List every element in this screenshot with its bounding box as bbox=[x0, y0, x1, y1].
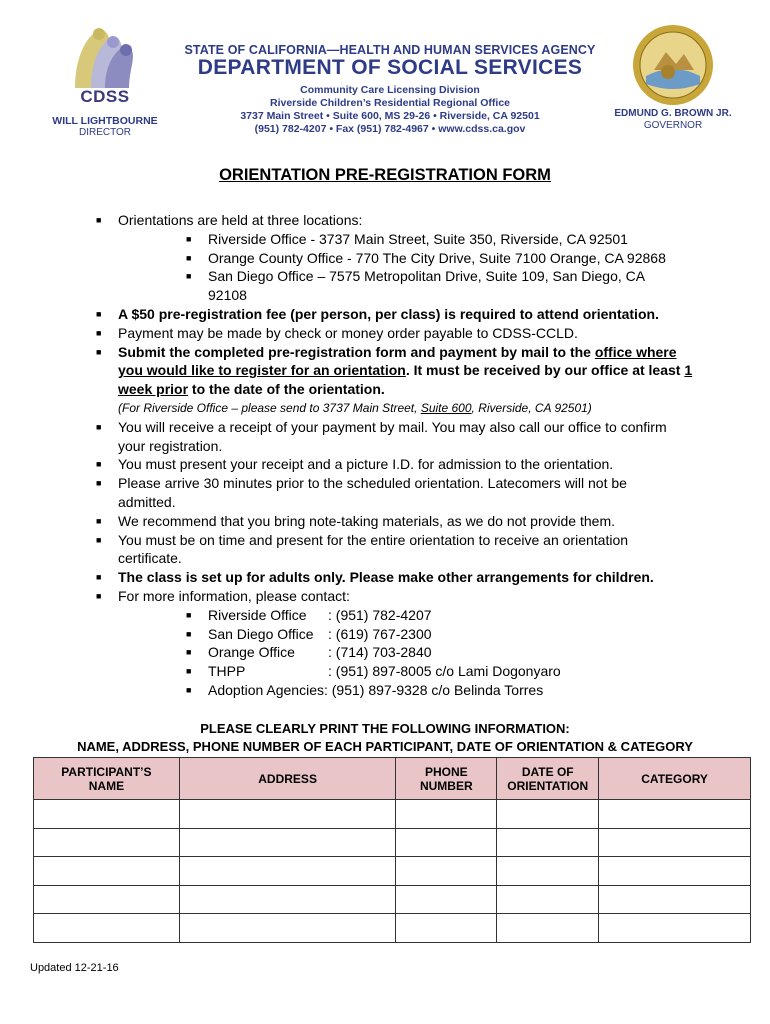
note-suite: Suite 600 bbox=[420, 400, 472, 415]
col-category bbox=[599, 758, 751, 800]
bullet-icon: ■ bbox=[186, 684, 192, 695]
letterhead bbox=[180, 43, 600, 136]
regional-office: Riverside Children’s Residential Regional Office bbox=[269, 97, 510, 109]
submit-underline: office where bbox=[594, 343, 677, 360]
bullet-icon: ■ bbox=[96, 346, 102, 357]
bullet-icon: ■ bbox=[96, 308, 102, 319]
phone-cell[interactable] bbox=[396, 885, 497, 914]
cdss-logo-block bbox=[48, 22, 162, 139]
on-time-text: certificate. bbox=[118, 550, 182, 567]
header-text: NUMBER bbox=[419, 778, 473, 793]
list-item bbox=[96, 455, 696, 474]
date-cell[interactable] bbox=[497, 914, 599, 943]
col-participant-name bbox=[34, 758, 180, 800]
bullet-icon: ■ bbox=[186, 666, 192, 677]
contact-item bbox=[96, 643, 696, 662]
date-cell[interactable] bbox=[497, 885, 599, 914]
name-cell[interactable] bbox=[34, 828, 180, 857]
fee-text: A $50 pre-registration fee (per person, per class) is required to attend orientation. bbox=[118, 305, 659, 322]
bullet-icon: ■ bbox=[186, 271, 192, 282]
participant-table bbox=[33, 757, 751, 943]
header-text: NAME bbox=[88, 778, 125, 793]
note-text: , Riverside, CA 92501) bbox=[471, 400, 592, 415]
submit-text: to the date of the orientation. bbox=[188, 381, 385, 398]
table-header-row bbox=[34, 758, 751, 800]
print-subheading: NAME, ADDRESS, PHONE NUMBER OF EACH PARTICIPANT, DATE OF ORIENTATION & CATEGORY bbox=[77, 739, 693, 754]
state-seal-icon bbox=[632, 24, 714, 106]
category-cell[interactable] bbox=[599, 828, 751, 857]
submit-deadline: 1 week prior bbox=[118, 362, 693, 398]
contact-label: Riverside Office bbox=[208, 606, 307, 623]
governor-name: EDMUND G. BROWN JR. bbox=[614, 108, 732, 119]
category-cell[interactable] bbox=[599, 885, 751, 914]
office-contact: (951) 782-4207 • Fax (951) 782-4967 • www.cdss.ca.gov bbox=[254, 123, 526, 135]
header-text: ORIENTATION bbox=[507, 778, 589, 793]
bullet-icon: ■ bbox=[96, 534, 102, 545]
submit-text: . It must be received by our office at least bbox=[405, 362, 681, 379]
phone-cell[interactable] bbox=[396, 828, 497, 857]
materials-text: We recommend that you bring note-taking materials, as we do not provide them. bbox=[118, 512, 615, 529]
header-text: ADDRESS bbox=[258, 771, 317, 786]
date-cell[interactable] bbox=[497, 800, 599, 829]
list-item bbox=[96, 531, 696, 569]
governor-title: GOVERNOR bbox=[643, 120, 703, 131]
receipt-text: your registration. bbox=[118, 437, 223, 454]
phone-cell[interactable] bbox=[396, 800, 497, 829]
director-name: WILL LIGHTBOURNE bbox=[52, 115, 158, 127]
header-text: PARTICIPANT’S bbox=[61, 764, 152, 779]
table-row bbox=[34, 885, 751, 914]
table-row bbox=[34, 800, 751, 829]
arrive-text: Please arrive 30 minutes prior to the scheduled orientation. Latecomers will not be bbox=[118, 475, 627, 492]
contact-item bbox=[96, 662, 696, 681]
bullet-icon: ■ bbox=[96, 421, 102, 432]
division-name: Community Care Licensing Division bbox=[300, 84, 480, 96]
on-time-text: You must be on time and present for the entire orientation to receive an orientation bbox=[118, 531, 629, 548]
name-cell[interactable] bbox=[34, 885, 180, 914]
category-cell[interactable] bbox=[599, 857, 751, 886]
name-cell[interactable] bbox=[34, 857, 180, 886]
contact-label: San Diego Office bbox=[208, 625, 314, 642]
col-date bbox=[497, 758, 599, 800]
bullet-icon: ■ bbox=[186, 252, 192, 263]
form-title: ORIENTATION PRE-REGISTRATION FORM bbox=[219, 166, 551, 184]
address-cell[interactable] bbox=[179, 857, 396, 886]
bullet-icon: ■ bbox=[96, 327, 102, 338]
location-item bbox=[96, 267, 696, 286]
bullet-icon: ■ bbox=[186, 609, 192, 620]
contact-item bbox=[96, 681, 696, 700]
list-item bbox=[96, 418, 696, 456]
header-text: PHONE bbox=[424, 764, 468, 779]
bullet-icon: ■ bbox=[186, 647, 192, 658]
riverside-note bbox=[96, 399, 696, 418]
list-item bbox=[96, 305, 696, 324]
bullet-icon: ■ bbox=[96, 459, 102, 470]
location-item bbox=[96, 249, 696, 268]
arrive-text: admitted. bbox=[118, 493, 176, 510]
contact-value: : (619) 767-2300 bbox=[328, 625, 432, 642]
print-heading: PLEASE CLEARLY PRINT THE FOLLOWING INFORMATION: bbox=[200, 721, 570, 736]
contact-value: : (714) 703-2840 bbox=[328, 644, 432, 661]
category-cell[interactable] bbox=[599, 914, 751, 943]
address-cell[interactable] bbox=[179, 914, 396, 943]
location-orange-county: Orange County Office - 770 The City Drive, Suite 7100 Orange, CA 92868 bbox=[208, 249, 666, 266]
contact-value: : (951) 782-4207 bbox=[328, 606, 432, 623]
table-row bbox=[34, 914, 751, 943]
header-text: CATEGORY bbox=[641, 771, 708, 786]
name-cell[interactable] bbox=[34, 914, 180, 943]
list-item bbox=[96, 343, 696, 399]
col-address bbox=[179, 758, 396, 800]
date-cell[interactable] bbox=[497, 828, 599, 857]
updated-date: Updated 12-21-16 bbox=[30, 962, 119, 974]
address-cell[interactable] bbox=[179, 800, 396, 829]
bullet-icon: ■ bbox=[186, 233, 192, 244]
phone-cell[interactable] bbox=[396, 857, 497, 886]
office-address: 3737 Main Street • Suite 600, MS 29-26 • Riverside, CA 92501 bbox=[240, 110, 540, 122]
payment-text: Payment may be made by check or money order payable to CDSS-CCLD. bbox=[118, 324, 578, 341]
agency-line: STATE OF CALIFORNIA—HEALTH AND HUMAN SERVICES AGENCY bbox=[184, 43, 596, 57]
location-riverside: Riverside Office - 3737 Main Street, Suite 350, Riverside, CA 92501 bbox=[208, 230, 628, 247]
table-row bbox=[34, 828, 751, 857]
bullet-icon: ■ bbox=[96, 215, 102, 225]
location-item-continued bbox=[96, 286, 696, 305]
list-item bbox=[96, 211, 696, 230]
name-cell[interactable] bbox=[34, 800, 180, 829]
table-row bbox=[34, 857, 751, 886]
list-item bbox=[96, 474, 696, 512]
locations-intro: Orientations are held at three locations: bbox=[118, 212, 363, 228]
list-item bbox=[96, 568, 696, 587]
location-san-diego-zip: 92108 bbox=[208, 287, 247, 304]
receipt-text: You will receive a receipt of your payment by mail. You may also call our office to confirm bbox=[118, 418, 667, 435]
list-item bbox=[96, 512, 696, 531]
cdss-logo-text: CDSS bbox=[80, 87, 130, 106]
list-item bbox=[96, 587, 696, 606]
note-text: (For Riverside Office – please send to 3737 Main Street, bbox=[118, 400, 421, 415]
bullet-icon: ■ bbox=[96, 590, 102, 601]
director-title: DIRECTOR bbox=[78, 127, 132, 138]
bullet-icon: ■ bbox=[186, 628, 192, 639]
present-id-text: You must present your receipt and a picture I.D. for admission to the orientation. bbox=[118, 456, 614, 473]
date-cell[interactable] bbox=[497, 857, 599, 886]
bullet-icon: ■ bbox=[96, 572, 102, 583]
header-text: DATE OF bbox=[521, 764, 574, 779]
list-item bbox=[96, 324, 696, 343]
contact-item bbox=[96, 625, 696, 644]
contact-value: : (951) 897-8005 c/o Lami Dogonyaro bbox=[328, 663, 561, 680]
location-item bbox=[96, 230, 696, 249]
state-seal-block bbox=[603, 24, 743, 132]
address-cell[interactable] bbox=[179, 828, 396, 857]
location-san-diego: San Diego Office – 7575 Metropolitan Drive, Suite 109, San Diego, CA bbox=[208, 268, 646, 285]
contact-value: (951) 897-9328 c/o Belinda Torres bbox=[327, 681, 544, 698]
category-cell[interactable] bbox=[599, 800, 751, 829]
contact-item bbox=[96, 606, 696, 625]
submit-underline: you would like to register for an orientation bbox=[118, 362, 406, 379]
more-info-text: For more information, please contact: bbox=[118, 587, 350, 604]
bullet-icon: ■ bbox=[96, 478, 102, 489]
contact-label: Adoption Agencies: bbox=[208, 681, 328, 698]
department-name: DEPARTMENT OF SOCIAL SERVICES bbox=[197, 56, 583, 79]
instructions-list bbox=[96, 211, 696, 700]
col-phone bbox=[396, 758, 497, 800]
cdss-figures-icon bbox=[65, 22, 145, 88]
phone-cell[interactable] bbox=[396, 914, 497, 943]
adults-only-text: The class is set up for adults only. Please make other arrangements for children. bbox=[118, 569, 654, 586]
address-cell[interactable] bbox=[179, 885, 396, 914]
contact-label: Orange Office bbox=[208, 644, 295, 661]
bullet-icon: ■ bbox=[96, 515, 102, 526]
submit-text: Submit the completed pre-registration form and payment by mail to the bbox=[118, 343, 595, 360]
contact-label: THPP bbox=[208, 663, 246, 680]
